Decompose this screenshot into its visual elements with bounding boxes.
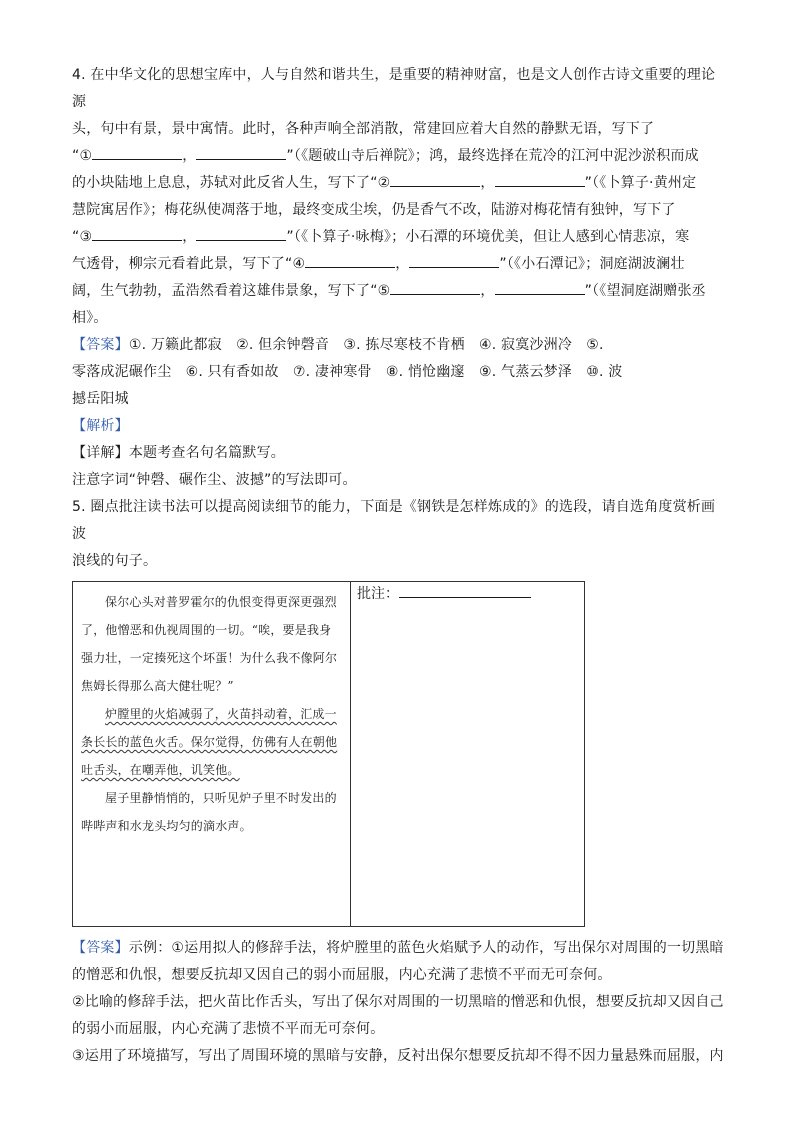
passage-paragraph: 屋子里静悄悄的，只听见炉子里不时发出的哔哔声和水龙头均匀的滴水声。 [81, 791, 337, 833]
q4-text-line: 4. 在中华文化的思想宝库中，人与自然和谐共生，是重要的精神财富，也是文人创作古诗文重要的理论源 [72, 67, 716, 110]
q4-text-line: 相》。 [72, 310, 108, 326]
reading-table [72, 581, 585, 927]
q4-text-line: 慧院寓居作》；梅花纵使凋落于地，最终变成尘埃，仍是香气不改，陆游对梅花情有独钟，写下了 [72, 202, 676, 218]
fill-blank[interactable] [196, 225, 286, 241]
detail-tag: 【详解】 [72, 445, 129, 461]
q4-text-line: “③ ， ”（《卜算子·咏梅》；小石潭的环境优美，但让人感到心情悲凉，寒 [72, 224, 724, 251]
fill-blank[interactable] [409, 252, 499, 268]
q4-text-line: 气透骨，柳宗元看着此景，写下了“④ ， ”（《小石潭记》；洞庭湖波澜壮 [72, 251, 724, 278]
q4-answer: 【答案】①. 万籁此都寂 ②. 但余钟磬音 ③. 拣尽寒枝不肯栖 ④. 寂寞沙洲冷 ⑤. [72, 337, 604, 353]
passage-cell [73, 582, 351, 927]
fill-blank[interactable] [495, 171, 585, 187]
annotation-cell [351, 582, 585, 927]
q5-answer-line: 的憎恶和仇恨，想要反抗却又因自己的弱小而屈服，内心充满了悲愤不平而无可奈何。 [72, 967, 612, 983]
q4-text-line: “① ， ”（《题破山寺后禅院》；鸿，最终选择在荒冷的江河中泥沙淤积而成 [72, 143, 724, 170]
q4-answer-line: 零落成泥碾作尘 ⑥. 只有香如故 ⑦. 凄神寒骨 ⑧. 悄怆幽邃 ⑨. 气蒸云梦泽 ⑩. 波 [72, 364, 623, 380]
annotation-blank[interactable] [399, 583, 531, 598]
q4-detail: 【详解】本题考查名句名篇默写。 [72, 445, 286, 461]
q5-answer-line: ③运用了环境描写，写出了周围环境的黑暗与安静，反衬出保尔想要反抗却不得不因力量悬殊而屈服，内 [72, 1048, 724, 1064]
fill-blank[interactable] [92, 144, 182, 160]
fill-blank[interactable] [196, 144, 286, 160]
q4-text-line: 阔，生气勃勃，孟浩然看着这雄伟景象，写下了“⑤ ， ”（《望洞庭湖赠张丞 [72, 278, 724, 305]
question-4 [72, 62, 724, 494]
q5-answer-line: 的弱小而屈服，内心充满了悲愤不平而无可奈何。 [72, 1021, 385, 1037]
answer-tag: 【答案】 [72, 940, 129, 956]
analysis-tag: 【解析】 [72, 418, 129, 434]
q5-answer-line: ②比喻的修辞手法，把火苗比作舌头，写出了保尔对周围的一切黑暗的憎恶和仇恨，想要反抗却又因自己 [72, 994, 724, 1010]
fill-blank[interactable] [305, 252, 395, 268]
q4-note: 注意字词“钟磬、碾作尘、波撼”的写法即可。 [72, 472, 357, 488]
answer-tag: 【答案】 [72, 337, 129, 353]
document-page [72, 62, 724, 1070]
q4-answer-line: 撼岳阳城 [72, 391, 129, 407]
q4-text-line: 的小块陆地上息息，苏轼对此反省人生，写下了“② ， ”（《卜算子·黄州定 [72, 170, 724, 197]
q5-answer: 【答案】示例：①运用拟人的修辞手法，将炉膛里的蓝色火焰赋予人的动作，写出保尔对周围的一切黑暗 [72, 940, 724, 956]
q4-text-line: 头，句中有景，景中寓情。此时，各种声响全部消散，常建回应着大自然的静默无语，写下了 [72, 121, 655, 137]
q5-text-line: 5. 圈点批注读书法可以提高阅读细节的能力，下面是《钢铁是怎样炼成的》的选段，请自选角度赏析画波 [72, 499, 716, 542]
fill-blank[interactable] [390, 279, 480, 295]
wavy-underlined-sentence: 炉膛里的火焰减弱了，火苗抖动着，汇成一条长长的蓝色火舌。保尔觉得，仿佛有人在朝他吐舌头，在嘲弄他，讥笑他。 [81, 707, 338, 777]
passage-paragraph: 保尔心头对普罗霍尔的仇恨变得更深更强烈了，他憎恶和仇视周围的一切。“唉，要是我身强力壮，一定揍死这个坏蛋！为什么我不像阿尔焦姆长得那么高大健壮呢？” [81, 595, 338, 693]
question-5 [72, 494, 724, 1070]
fill-blank[interactable] [92, 225, 182, 241]
fill-blank[interactable] [390, 171, 480, 187]
q5-text-line: 浪线的句子。 [72, 553, 158, 569]
passage-paragraph [81, 700, 342, 784]
annotation-label: 批注： [357, 586, 399, 602]
fill-blank[interactable] [495, 279, 585, 295]
